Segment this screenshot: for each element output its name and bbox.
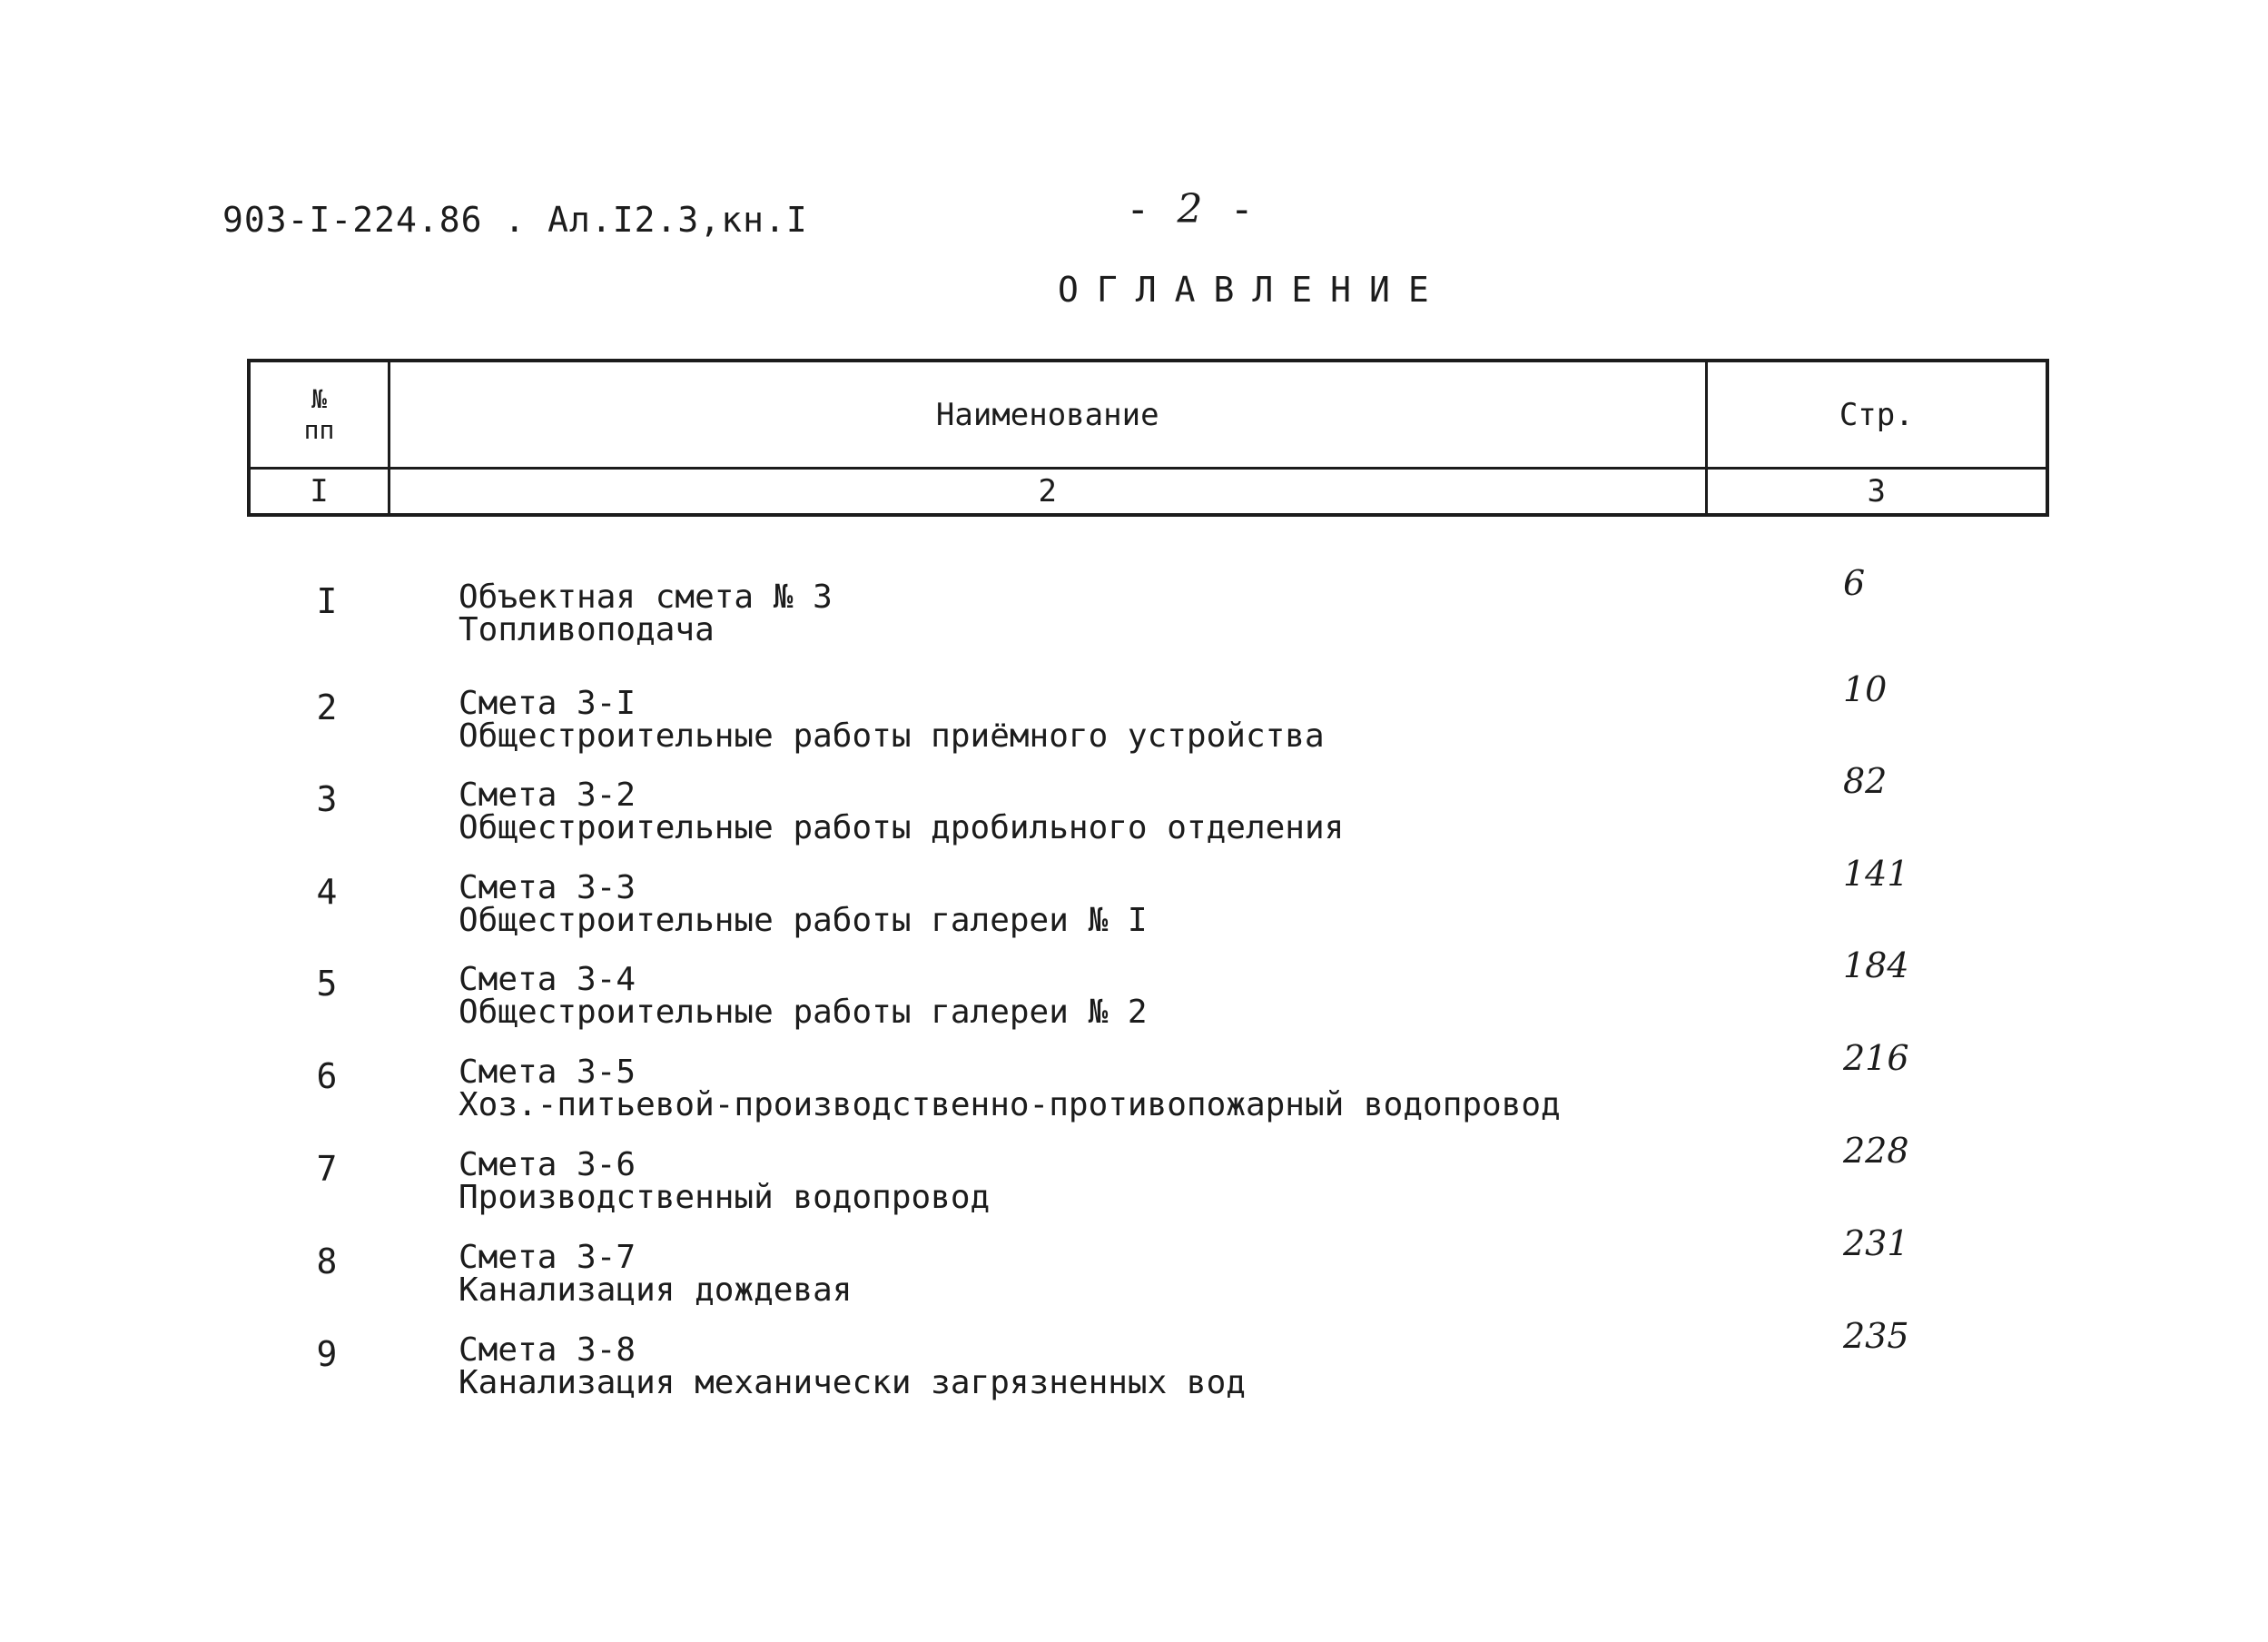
entry-page: 10 — [1843, 669, 1888, 709]
entry-text — [459, 869, 1148, 939]
entry-subtitle: Производственный водопровод — [459, 1179, 991, 1216]
entry-title: Смета 3-7 — [459, 1239, 636, 1276]
toc-entry — [0, 1223, 2268, 1332]
entry-subtitle: Общестроительные работы приёмного устройства — [459, 717, 1325, 755]
toc-entry — [0, 1038, 2268, 1147]
document-title: ОГЛАВЛЕНИЕ — [1058, 270, 1447, 310]
entry-number: 4 — [316, 872, 338, 912]
entry-number: 7 — [316, 1149, 338, 1189]
entry-title: Смета 3-6 — [459, 1146, 636, 1183]
entry-text — [459, 961, 1148, 1031]
entry-text — [459, 687, 1325, 753]
entry-title: Смета 3-5 — [459, 1053, 636, 1091]
entry-text — [459, 581, 833, 647]
page-number-value: 2 — [1177, 186, 1230, 232]
entry-number: 5 — [316, 964, 338, 1004]
entry-title: Смета 3-I — [459, 685, 636, 722]
page-number-dash-left: - — [1126, 186, 1178, 232]
toc-entry — [0, 945, 2268, 1054]
toc-entry — [0, 1131, 2268, 1240]
col-name-header: Наименование — [389, 361, 1706, 469]
toc-entry — [0, 669, 2268, 778]
document-header-code: 903-I-224.86 . Ал.I2.3,кн.I — [222, 200, 808, 240]
entry-number: 3 — [316, 779, 338, 819]
entry-subtitle: Общестроительные работы галереи № 2 — [459, 994, 1148, 1031]
col-page-header: Стр. — [1706, 361, 2047, 469]
entry-page: 235 — [1843, 1316, 1909, 1356]
entry-number: I — [316, 581, 338, 621]
entry-title: Смета 3-8 — [459, 1331, 636, 1369]
entry-title: Смета 3-2 — [459, 776, 636, 814]
entry-text — [459, 776, 1345, 846]
entry-subtitle: Хоз.-питьевой-производственно-противопожарный водопровод — [459, 1086, 1561, 1123]
entry-page: 6 — [1843, 563, 1866, 603]
entry-page: 228 — [1843, 1131, 1909, 1171]
page-number-dash-right: - — [1229, 186, 1281, 232]
entry-subtitle: Общестроительные работы галереи № I — [459, 902, 1148, 939]
entry-text — [459, 1241, 852, 1307]
col-no-label: № пп — [303, 383, 335, 445]
entry-page: 82 — [1843, 761, 1888, 801]
entry-subtitle: Канализация механически загрязненных вод — [459, 1364, 1246, 1401]
entry-page: 216 — [1843, 1038, 1909, 1078]
entry-subtitle: Общестроительные работы дробильного отделения — [459, 809, 1345, 846]
col-no-index: I — [249, 469, 389, 516]
entry-number: 8 — [316, 1241, 338, 1281]
entry-page: 184 — [1843, 945, 1909, 985]
entry-number: 9 — [316, 1334, 338, 1374]
entry-title: Смета 3-4 — [459, 961, 636, 998]
toc-entry — [0, 761, 2268, 870]
entry-page: 141 — [1843, 854, 1909, 894]
toc-entry — [0, 1316, 2268, 1425]
entry-subtitle: Топливоподача — [459, 611, 715, 648]
toc-entry — [0, 854, 2268, 963]
entry-title: Объектная смета № 3 — [459, 579, 833, 616]
col-name-index: 2 — [389, 469, 1706, 516]
col-page-index: 3 — [1706, 469, 2047, 516]
entry-text — [459, 1331, 1246, 1401]
entry-text — [459, 1146, 991, 1216]
entry-subtitle: Канализация дождевая — [459, 1271, 853, 1309]
entry-text — [459, 1053, 1561, 1123]
toc-entry — [0, 563, 2268, 672]
entry-number: 2 — [316, 687, 338, 727]
entry-page: 231 — [1843, 1223, 1909, 1263]
entry-number: 6 — [316, 1056, 338, 1096]
entry-title: Смета 3-3 — [459, 869, 636, 906]
